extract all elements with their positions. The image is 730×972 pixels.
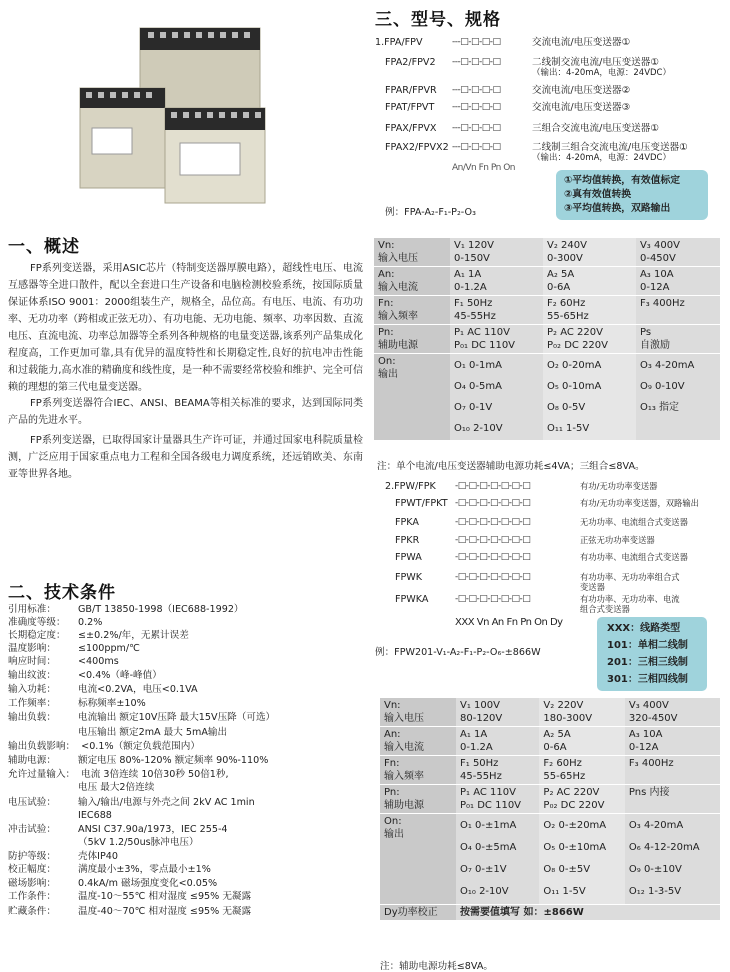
fpa-legend-box [556, 170, 708, 220]
cell-line: P₀₁ DC 110V [454, 340, 516, 351]
row-header-line: Dy功率校正 [384, 907, 438, 918]
model-description: 有功功率、无功功率、电流 [580, 594, 680, 604]
row-header [374, 296, 450, 325]
cell-line: O₃ 4-20mA [639, 360, 695, 371]
table-cell [543, 267, 636, 296]
model-code-chain: ---□-□-□-□ [452, 142, 501, 152]
row-header-line: 输入电流 [384, 742, 424, 753]
table-row [380, 905, 720, 921]
table-cell [625, 756, 720, 785]
spec-key: 输出负载影响： [8, 741, 76, 752]
cell-line: V₃ 400V [639, 240, 680, 251]
cell-line: 45-55Hz [454, 311, 496, 322]
row-header-line: Vn: [384, 700, 401, 711]
row-header-line: 输入频率 [378, 311, 418, 322]
spec-key: 防护等级： [8, 851, 56, 862]
spec-value: ≤±0.2%/年，无累计误差 [78, 630, 189, 641]
spec-value: <0.1%（额定负载范围内） [81, 741, 200, 752]
spec-row [8, 810, 112, 822]
row-header-line: 输出 [378, 369, 398, 380]
spec-value: 满度最小±3%，零点最小±1% [78, 864, 211, 875]
row-header [374, 354, 450, 441]
table-row [374, 354, 720, 441]
table-cell [636, 296, 720, 325]
model-description: 二线制交流电流/电压变送器① [532, 57, 659, 68]
table-cell [625, 785, 720, 814]
model-code-chain: ---□-□-□-□ [452, 102, 501, 112]
cell-line: P₂ AC 220V [546, 327, 603, 338]
fpw-example: 例：FPW201-V₁-A₂-F₁-P₂-O₆-±866W [375, 647, 541, 658]
model-name: FPAR/FPVR [385, 85, 437, 96]
fpa-legend-3: ③平均值转换，双路输出 [564, 203, 671, 214]
model-code-chain: -□-□-□-□-□-□-□ [455, 498, 531, 508]
cell-line: Pns 内接 [628, 787, 670, 798]
row-header-line: 输入电压 [384, 713, 424, 724]
table-cell [539, 698, 624, 727]
spec-value: IEC688 [78, 810, 112, 821]
cell-line: A₂ 5A [546, 269, 575, 280]
table-cell [450, 354, 543, 441]
row-header-line: Pn: [384, 787, 400, 798]
spec-key: 输出负载： [8, 712, 56, 723]
spec-row [8, 684, 198, 696]
cell-line: O₁₁ 1-5V [543, 886, 586, 897]
model-name: FPWKA [395, 594, 429, 605]
row-header [380, 698, 456, 727]
model-name: FPAX/FPVX [385, 123, 437, 134]
model-code-chain: ---□-□-□-□ [452, 37, 501, 47]
model-code-chain: ---□-□-□-□ [452, 123, 501, 133]
table-row [380, 785, 720, 814]
model-name: FPAX2/FPVX2 [385, 142, 449, 153]
cell-line: 0-1.2A [460, 742, 493, 753]
table-row [380, 756, 720, 785]
model-description: 交流电流/电压变送器② [532, 85, 631, 96]
cell-line: 320-450V [628, 713, 678, 724]
row-header-line: Fn: [384, 758, 400, 769]
model-description: 有功/无功功率变送器，双路输出 [580, 498, 699, 508]
table-cell [636, 267, 720, 296]
spec-row [8, 891, 251, 903]
product-photo [70, 18, 280, 208]
table-row [380, 727, 720, 756]
cell-line: 0-6A [546, 282, 571, 293]
spec-value: 输入/输出/电源与外壳之间 2kV AC 1min [78, 797, 255, 808]
cell-line: V₃ 400V [628, 700, 669, 711]
spec-key: 磁场影响： [8, 878, 56, 889]
cell-line: V₂ 220V [543, 700, 584, 711]
cell-line: P₀₁ DC 110V [460, 800, 522, 811]
spec-value: <400ms [78, 656, 119, 667]
spec-value: 电压输出 额定2mA 最大 5mA输出 [78, 727, 228, 738]
cell-line: O₃ 4-20mA [628, 820, 684, 831]
table-cell [456, 785, 539, 814]
cell-line: O₇ 0-1V [454, 402, 493, 413]
section-title-models: 三、型号、规格 [375, 10, 501, 30]
spec-key: 输入功耗： [8, 684, 56, 695]
row-header-line: On: [384, 816, 402, 827]
cell-line: 80-120V [460, 713, 503, 724]
table-cell [543, 325, 636, 354]
model-description: 交流电流/电压变送器③ [532, 102, 631, 113]
cell-line: O₁₁ 1-5V [546, 423, 590, 434]
model-code-chain: -□-□-□-□-□-□-□ [455, 517, 531, 527]
spec-row [8, 864, 211, 876]
cell-line: F₂ 60Hz [543, 758, 582, 769]
table-row [374, 267, 720, 296]
fpa-axis-labels: An/Vn Fn Pn On [452, 163, 515, 173]
fpa-table-note: 注：单个电流/电压变送器辅助电源功耗≤4VA；三组合≤8VA。 [377, 461, 645, 472]
model-description-2: （输出：4-20mA，电源：24VDC） [532, 68, 671, 78]
cell-line: 0-12A [639, 282, 670, 293]
table-cell [539, 814, 624, 905]
cell-line: O₉ 0-±10V [628, 864, 682, 875]
fpw-table-note: 注：辅助电源功耗≤8VA。 [380, 961, 493, 972]
spec-row [8, 698, 146, 710]
spec-value: 壳体IP40 [78, 851, 119, 862]
row-header-line: 输入电流 [378, 282, 418, 293]
cell-line: P₀₂ DC 220V [546, 340, 608, 351]
row-header [374, 238, 450, 267]
spec-key: 工作条件： [8, 891, 56, 902]
spec-row [8, 630, 189, 642]
table-cell [543, 238, 636, 267]
model-description-2: （输出：4-20mA，电源：24VDC） [532, 153, 671, 163]
table-cell [625, 727, 720, 756]
row-header [374, 325, 450, 354]
cell-line: F₁ 50Hz [460, 758, 499, 769]
overview-paragraph-2: FP系列变送器符合IEC、ANSI、BEAMA等相关标准的要求，达到国际同类产品的先进水平。 [8, 398, 363, 426]
section-title-overview: 一、概述 [8, 237, 80, 257]
cell-line: F₁ 50Hz [454, 298, 493, 309]
table-cell [450, 238, 543, 267]
spec-key: 校正幅度： [8, 864, 56, 875]
model-name: FPKA [395, 517, 419, 528]
cell-line: O₈ 0-±5V [543, 864, 591, 875]
spec-row [8, 617, 102, 629]
model-name: 1.FPA/FPV [375, 37, 423, 48]
spec-row [8, 906, 251, 918]
table-cell [450, 296, 543, 325]
spec-row [8, 670, 162, 682]
model-name: FPAT/FPVT [385, 102, 435, 113]
fpw-legend-3: 201：三相三线制 [607, 657, 688, 668]
spec-value: 0.4kA/m 磁场强度变化<0.05% [78, 878, 218, 889]
cell-line: O₁₀ 2-10V [454, 423, 503, 434]
row-header [380, 785, 456, 814]
table-row [374, 238, 720, 267]
spec-key: 准确度等级： [8, 617, 66, 628]
table-cell [543, 354, 636, 441]
model-name: 2.FPW/FPK [385, 481, 436, 492]
row-header-line: On: [378, 356, 396, 367]
cell-line: 0-450V [639, 253, 676, 264]
row-header-line: An: [378, 269, 395, 280]
spec-value: 电流 3倍连续 10倍30秒 50倍1秒, [81, 769, 229, 780]
fpa-legend-2: ②真有效值转换 [564, 189, 632, 200]
spec-key: 辅助电源： [8, 755, 56, 766]
fpw-legend-2: 101：单相二线制 [607, 640, 688, 651]
spec-value: 0.2% [78, 617, 103, 628]
cell-line: F₃ 400Hz [628, 758, 674, 769]
overview-paragraph-3: FP系列变送器，已取得国家计量器具生产许可证，并通过国家电科院质量检测，广泛应用于国家重点电力工程和全国各级电力调度系统，还远销欧美、东南亚等世界各地。 [8, 435, 363, 480]
cell-line: Ps [639, 327, 652, 338]
spec-row [8, 643, 140, 655]
cell-line: 0-12A [628, 742, 659, 753]
model-description: 正弦无功功率变送器 [580, 535, 655, 545]
table-row [380, 698, 720, 727]
table-cell [539, 756, 624, 785]
spec-value: ≤100ppm/℃ [78, 643, 140, 654]
spec-row [8, 878, 217, 890]
model-name: FPA2/FPV2 [385, 57, 436, 68]
cell-line: F₃ 400Hz [639, 298, 685, 309]
row-header-line: 输出 [384, 829, 404, 840]
row-header-line: 辅助电源 [384, 800, 424, 811]
model-name: FPWT/FPKT [395, 498, 448, 509]
row-header-line: 输入频率 [384, 771, 424, 782]
cell-line: P₂ AC 220V [543, 787, 600, 798]
cell-line: P₀₂ DC 220V [543, 800, 605, 811]
spec-key: 输出纹波： [8, 670, 56, 681]
table-cell [456, 698, 539, 727]
row-header [380, 756, 456, 785]
cell-line: 55-65Hz [543, 771, 586, 782]
cell-line: O₁₀ 2-10V [460, 886, 509, 897]
spec-value: 温度-10～55℃ 相对湿度 ≤95% 无凝露 [78, 891, 252, 902]
cell-line: O₅ 0-±10mA [543, 842, 607, 853]
cell-line: O₄ 0-±5mA [460, 842, 517, 853]
cell-line: O₁ 0-1mA [454, 360, 502, 371]
cell-line: O₉ 0-10V [639, 381, 685, 392]
model-description: 三组合交流电流/电压变送器① [532, 123, 659, 134]
spec-key: 工作频率： [8, 698, 56, 709]
model-description: 有功功率、无功功率组合式 [580, 572, 680, 582]
table-cell [456, 727, 539, 756]
row-header [380, 905, 456, 921]
cell-line: O₁ 0-±1mA [460, 820, 517, 831]
spec-value: （5kV 1.2/50us脉冲电压） [78, 837, 199, 848]
cell-line: P₁ AC 110V [460, 787, 516, 798]
fpa-legend-1: ①平均值转换，有效值标定 [564, 175, 681, 186]
spec-row [8, 782, 154, 794]
cell-line: 0-1.2A [454, 282, 487, 293]
table-cell [539, 727, 624, 756]
spec-row [8, 769, 229, 781]
table-row [380, 814, 720, 905]
table-cell [543, 296, 636, 325]
spec-value: GB/T 13850-1998（IEC688-1992） [78, 604, 244, 615]
model-name: FPKR [395, 535, 420, 546]
spec-row [8, 824, 228, 836]
row-wide-cell: 按需要值填写 如：±866W [456, 905, 720, 921]
spec-value: <0.4%（峰-峰值） [78, 670, 162, 681]
cell-line: O₁₃ 指定 [639, 402, 680, 413]
model-description: 有功/无功功率变送器 [580, 481, 658, 491]
cell-line: A₃ 10A [639, 269, 674, 280]
cell-line: O₈ 0-5V [546, 402, 586, 413]
model-description-2: 组合式变送器 [580, 604, 630, 614]
table-cell [450, 325, 543, 354]
spec-value: ANSI C37.90a/1973，IEC 255-4 [78, 824, 228, 835]
spec-key: 响应时间： [8, 656, 56, 667]
cell-line: 0-150V [454, 253, 490, 264]
model-description: 有功功率、电流组合式变送器 [580, 552, 688, 562]
table-cell [539, 785, 624, 814]
cell-line: O₄ 0-5mA [454, 381, 502, 392]
spec-row [8, 741, 200, 753]
fpw-legend-box [597, 617, 707, 691]
cell-line: A₂ 5A [543, 729, 571, 740]
spec-row [8, 755, 268, 767]
cell-line: 0-300V [546, 253, 583, 264]
row-header-line: 输入电压 [378, 253, 418, 264]
table-cell [625, 698, 720, 727]
spec-key: 引用标准： [8, 604, 56, 615]
table-cell [636, 325, 720, 354]
table-row [374, 325, 720, 354]
model-name: FPWK [395, 572, 423, 583]
model-code-chain: -□-□-□-□-□-□-□ [455, 535, 531, 545]
row-header-line: Pn: [378, 327, 394, 338]
model-description-2: 变送器 [580, 582, 605, 592]
cell-line: O₂ 0-±20mA [543, 820, 607, 831]
fpw-axis-labels: XXX Vn An Fn Pn On Dy [455, 617, 563, 628]
table-cell [450, 267, 543, 296]
model-description: 二线制三组合交流电流/电压变送器① [532, 142, 688, 153]
spec-row [8, 604, 244, 616]
cell-line: V₁ 100V [460, 700, 500, 711]
spec-value: 额定电压 80%-120% 额定频率 90%-110% [78, 755, 269, 766]
spec-key: 冲击试验： [8, 824, 56, 835]
section-title-tech: 二、技术条件 [8, 583, 116, 603]
fpa-spec-table [374, 238, 720, 441]
model-code-chain: -□-□-□-□-□-□-□ [455, 481, 531, 491]
spec-value: 温度-40～70℃ 相对湿度 ≤95% 无凝露 [78, 906, 252, 917]
table-cell [636, 354, 720, 441]
spec-key: 贮藏条件： [8, 906, 56, 917]
spec-row [8, 851, 118, 863]
model-code-chain: ---□-□-□-□ [452, 57, 501, 67]
table-cell [636, 238, 720, 267]
cell-line: O₁₂ 1-3-5V [628, 886, 682, 897]
cell-line: 0-6A [543, 742, 567, 753]
row-header-line: 辅助电源 [378, 340, 418, 351]
table-cell [625, 814, 720, 905]
spec-value: 电压 最大2倍连续 [78, 782, 155, 793]
spec-key: 电压试验： [8, 797, 56, 808]
spec-row [8, 727, 227, 739]
cell-line: 55-65Hz [546, 311, 589, 322]
cell-line: F₂ 60Hz [546, 298, 586, 309]
cell-line: A₃ 10A [628, 729, 663, 740]
fpw-legend-4: 301：三相四线制 [607, 674, 688, 685]
row-header [380, 814, 456, 905]
cell-line: V₂ 240V [546, 240, 587, 251]
cell-line: O₇ 0-±1V [460, 864, 507, 875]
spec-value: 电流输出 额定10V压降 最大15V压降（可选） [78, 712, 276, 723]
model-code-chain: -□-□-□-□-□-□-□ [455, 552, 531, 562]
fpa-example: 例：FPA-A₂-F₁-P₂-O₃ [385, 207, 476, 218]
cell-line: 45-55Hz [460, 771, 502, 782]
model-description: 交流电流/电压变送器① [532, 37, 631, 48]
cell-line: V₁ 120V [454, 240, 494, 251]
row-header-line: An: [384, 729, 401, 740]
cell-line: P₁ AC 110V [454, 327, 510, 338]
model-description: 无功功率、电流组合式变送器 [580, 517, 688, 527]
spec-key: 允许过量输入： [8, 769, 76, 780]
spec-value: 电流<0.2VA，电压<0.1VA [78, 684, 198, 695]
model-code-chain: -□-□-□-□-□-□-□ [455, 572, 531, 582]
spec-row [8, 712, 275, 724]
fpw-spec-table [380, 698, 720, 921]
spec-value: 标称频率±10% [78, 698, 146, 709]
row-header-line: Vn: [378, 240, 395, 251]
overview-paragraph-1: FP系列变送器，采用ASIC芯片（特制变送器厚膜电路），超线性电压、电流互感器等全进口散件，配以全套进口生产设备和电脑检测校验系统，按国际质量保证体系ISO 9001：2000组装生产，规格全，品位高。有电压、电流、有功功率、无功功率（跨相或正弦无功）、有功电能、无功电能、频率、功率因数、直流电压、直流电流、功率总加器等全系列各种规格的电量变送器,该系列产品集成化程度高，工作更加可靠,具有优异的温度特性和长期稳定性,良好的抗电冲击性能和过载能力,高水准的精确度和线性度，是一种不需要经常校验和维护、完全可信赖的理想的第三代电量变送器。 [8, 263, 363, 393]
table-row [374, 296, 720, 325]
cell-line: A₁ 1A [460, 729, 488, 740]
cell-line: 自激励 [639, 340, 670, 351]
spec-row [8, 837, 199, 849]
spec-key: 长期稳定度： [8, 630, 66, 641]
spec-key: 温度影响： [8, 643, 56, 654]
cell-line: O₆ 4-12-20mA [628, 842, 700, 853]
model-name: FPWA [395, 552, 422, 563]
table-cell [456, 814, 539, 905]
row-header [380, 727, 456, 756]
fpw-legend-1: XXX：线路类型 [607, 623, 681, 634]
spec-row [8, 797, 255, 809]
cell-line: O₅ 0-10mA [546, 381, 602, 392]
spec-row [8, 656, 119, 668]
cell-line: O₂ 0-20mA [546, 360, 602, 371]
cell-line: A₁ 1A [454, 269, 482, 280]
model-code-chain: -□-□-□-□-□-□-□ [455, 594, 531, 604]
row-header-line: Fn: [378, 298, 394, 309]
model-code-chain: ---□-□-□-□ [452, 85, 501, 95]
row-header [374, 267, 450, 296]
cell-line: 180-300V [543, 713, 593, 724]
table-cell [456, 756, 539, 785]
